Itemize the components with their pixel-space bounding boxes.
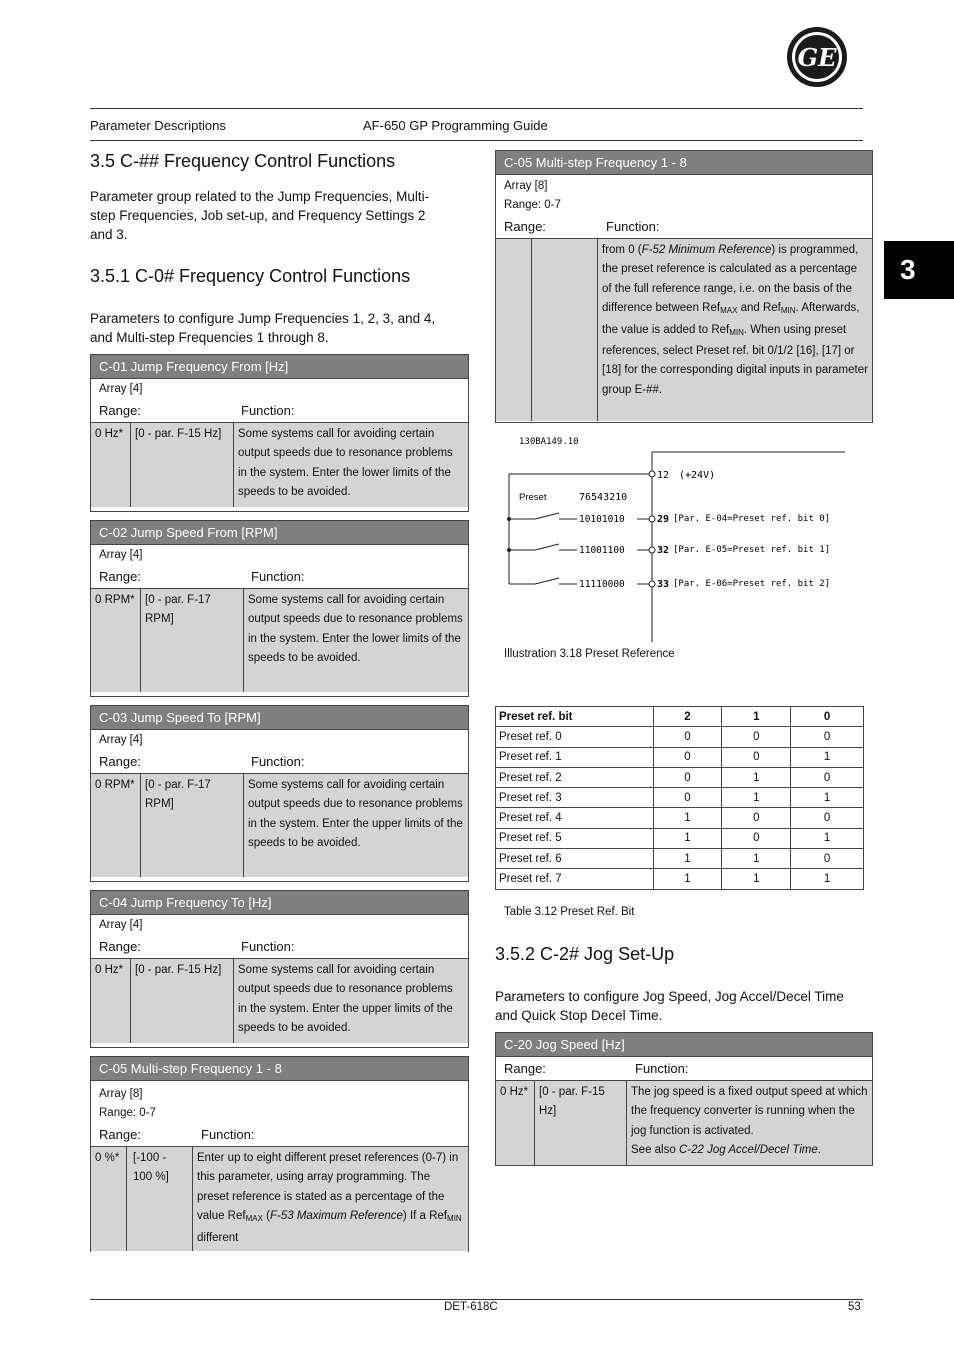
row-pattern-0: 10101010	[579, 514, 625, 525]
range-label: Range:	[99, 403, 141, 418]
param-default: 0 RPM*	[91, 774, 141, 877]
table-row: Preset ref. 2 0 1 0	[496, 767, 864, 787]
param-title: C-03 Jump Speed To [RPM]	[91, 706, 468, 730]
param-table-c04	[90, 890, 469, 1048]
section-3-5-2-body: Parameters to configure Jog Speed, Jog Accel/Decel Time and Quick Stop Decel Time.	[495, 989, 844, 1023]
param-title: C-05 Multi-step Frequency 1 - 8	[496, 151, 872, 175]
function-label: Function:	[251, 754, 305, 769]
header-bottom-rule	[90, 140, 863, 141]
table-header-cell: Preset ref. bit	[496, 707, 654, 727]
illustration-caption: Illustration 3.18 Preset Reference	[504, 648, 675, 660]
range-label: Range:	[99, 569, 141, 584]
preset-reference-diagram	[495, 430, 855, 645]
param-default-empty	[496, 239, 532, 421]
param-range: [0 - par. F-15 Hz]	[131, 423, 234, 507]
footer-doc-number: DET-618C	[444, 1301, 498, 1313]
param-array: Array [4]	[99, 734, 143, 746]
footer-page-number: 53	[848, 1301, 861, 1313]
range-label: Range:	[99, 754, 141, 769]
param-default: 0 Hz*	[91, 423, 131, 507]
param-title: C-04 Jump Frequency To [Hz]	[91, 891, 468, 915]
supply-text: (+24V)	[679, 470, 716, 481]
bits-header: 76543210	[579, 492, 628, 503]
preset-label: Preset	[519, 492, 547, 503]
param-function: from 0 (F-52 Minimum Reference) is programmed, the preset reference is calculated as a percentage of the full reference range, i.e. on the basis of the difference between Ref$_{MAX}$ and Ref$_{MIN}$. Afterwards, the value is added to Ref$_{MIN}$. When using preset references, select Preset ref. bit 0/1/2 [16], [17] or [18] for the corresponding digital inputs in parameter group E-##.	[602, 244, 868, 396]
table-row: Preset ref. 5 1 0 1	[496, 828, 864, 848]
table-row: Preset ref. 1 0 0 1	[496, 747, 864, 767]
chapter-tab: 3	[884, 241, 954, 299]
row-pattern-1: 11001100	[579, 545, 625, 556]
row-pattern-2: 11110000	[579, 579, 625, 590]
param-title: C-01 Jump Frequency From [Hz]	[91, 355, 468, 379]
param-default: 0 RPM*	[91, 589, 141, 692]
param-array: Array [8]	[99, 1088, 143, 1100]
table-row: Preset ref. 6 1 1 0	[496, 849, 864, 869]
table-row: Preset ref. 7 1 1 1	[496, 869, 864, 889]
param-range-note: Range: 0-7	[504, 199, 561, 211]
param-table-c01	[90, 354, 469, 512]
param-default: 0 Hz*	[91, 959, 131, 1043]
table-row: Preset ref. 4 1 0 0	[496, 808, 864, 828]
terminal-33: 33	[657, 579, 670, 590]
terminal-32: 32	[657, 545, 670, 556]
row-text-0: [Par. E-04=Preset ref. bit 0]	[673, 514, 831, 524]
function-label: Function:	[251, 569, 305, 584]
preset-ref-bit-table	[495, 706, 864, 890]
param-range-empty	[532, 239, 598, 421]
param-function: Some systems call for avoiding certain output speeds due to resonance problems in the system. Enter the lower limits of the speeds to be avoided.	[248, 594, 463, 665]
row-text-2: [Par. E-06=Preset ref. bit 2]	[673, 579, 831, 589]
header-top-rule	[90, 108, 863, 109]
param-array: Array [4]	[99, 383, 143, 395]
param-function: Some systems call for avoiding certain output speeds due to resonance problems in the system. Enter the upper limits of the speeds to be avoided.	[238, 964, 453, 1035]
table-row: Preset ref. 3 0 1 1	[496, 788, 864, 808]
function-label: Function:	[201, 1127, 255, 1142]
diagram-code: 130BA149.10	[519, 437, 579, 447]
range-label: Range:	[504, 219, 546, 234]
range-label: Range:	[504, 1061, 546, 1076]
param-array: Array [4]	[99, 919, 143, 931]
section-3-5-1-body: Parameters to configure Jump Frequencies 1, 2, 3, and 4, and Multi-step Frequencies 1 through 8.	[90, 311, 436, 345]
section-3-5-2-title: 3.5.2 C-2# Jog Set-Up	[495, 944, 675, 964]
table-row: Preset ref. 0 0 0 0	[496, 727, 864, 747]
param-default: 0 %*	[91, 1147, 127, 1251]
param-table-c05	[90, 1056, 469, 1252]
table-caption: Table 3.12 Preset Ref. Bit	[504, 906, 635, 918]
table-header-row	[496, 707, 864, 727]
param-range: [0 - par. F-15 Hz]	[131, 959, 234, 1043]
param-default: 0 Hz*	[496, 1081, 535, 1165]
function-label: Function:	[241, 403, 295, 418]
header-section: Parameter Descriptions	[90, 118, 226, 133]
function-label: Function:	[241, 939, 295, 954]
param-function: Enter up to eight different preset references (0-7) in this parameter, using array programming. The preset reference is stated as a percentage of the value Ref$_{MAX}$ (F-53 Maximum Reference) If a Ref$_{MIN}$ different	[197, 1152, 462, 1244]
terminal-29: 29	[657, 514, 670, 525]
ge-logo-text: GE	[797, 43, 837, 72]
table-header-cell: 1	[722, 707, 791, 727]
table-header-cell: 2	[653, 707, 722, 727]
param-function: The jog speed is a fixed output speed at which the frequency converter is running when the jog function is activated. See also C-22 Jog Accel/Decel Time.	[631, 1086, 868, 1157]
section-3-5-title: 3.5 C-## Frequency Control Functions	[90, 151, 396, 171]
range-label: Range:	[99, 1127, 141, 1142]
function-label: Function:	[635, 1061, 689, 1076]
param-range-note: Range: 0-7	[99, 1107, 156, 1119]
param-title: C-05 Multi-step Frequency 1 - 8	[91, 1057, 468, 1081]
param-table-c20	[495, 1032, 873, 1166]
function-label: Function:	[606, 219, 660, 234]
param-range: [0 - par. F-17 RPM]	[141, 589, 244, 692]
header-guide-title: AF-650 GP Programming Guide	[363, 118, 548, 133]
terminal-12: 12	[657, 470, 670, 481]
param-table-c03	[90, 705, 469, 882]
range-label: Range:	[99, 939, 141, 954]
param-table-c05-continued	[495, 150, 873, 423]
param-range: [0 - par. F-17 RPM]	[141, 774, 244, 877]
param-title: C-02 Jump Speed From [RPM]	[91, 521, 468, 545]
param-range: [0 - par. F-15 Hz]	[535, 1081, 627, 1165]
param-function: Some systems call for avoiding certain output speeds due to resonance problems in the system. Enter the lower limits of the speeds to be avoided.	[238, 428, 453, 499]
param-array: Array [4]	[99, 549, 143, 561]
ge-logo	[786, 26, 848, 88]
section-3-5-body: Parameter group related to the Jump Frequencies, Multi-step Frequencies, Job set-up, and Frequency Settings 2 and 3.	[90, 189, 430, 242]
param-title: C-20 Jog Speed [Hz]	[496, 1033, 872, 1057]
param-table-c02	[90, 520, 469, 697]
row-text-1: [Par. E-05=Preset ref. bit 1]	[673, 545, 831, 555]
table-header-cell: 0	[791, 707, 864, 727]
section-3-5-1-title: 3.5.1 C-0# Frequency Control Functions	[90, 266, 411, 286]
footer-rule	[90, 1299, 863, 1300]
param-function: Some systems call for avoiding certain output speeds due to resonance problems in the system. Enter the upper limits of the speeds to be avoided.	[248, 779, 463, 850]
param-range: [-100 - 100 %]	[127, 1147, 193, 1251]
param-array: Array [8]	[504, 180, 548, 192]
